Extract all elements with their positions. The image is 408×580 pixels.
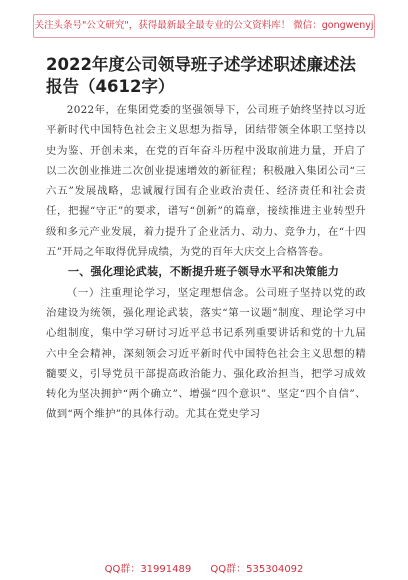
document-title: 2022年度公司领导班子述学述职述廉述法报告（4612字） [46,55,356,96]
intro-paragraph: 2022年，在集团党委的坚强领导下，公司班子始终坚持以习近平新时代中国特色社会主义思想为指导，团结带领全体职工坚持以史为鉴、开创未来，在党的百年奋斗历程中汲取前进力量，开启了以二次创业推进二次创业提速增效的新征程；积极融入集团公司“三六五”发展战略，忠诚履行国有企业政治责任、经济责任和社会责任，把握“守正”的要求，谱写“创新”的篇章，接续推进主业转型升级和多元产业发展，着力提升了企业活力、动力、竞争力，在“十四五”开局之年取得优异成绩，为党的百年大庆交上合格答卷。 [46,104,366,259]
qq-group-2: QQ群：535304092 [210,564,304,575]
promo-banner: 关注头条号"公文研究"，获得最新最全最专业的公文资料库！ 微信：gongwenyj [33,14,375,38]
qq-group-1: QQ群：31991489 [104,564,192,575]
subsection-label: （一）注重理论学习，坚定理想信念。 [66,286,256,299]
subsection-paragraph [46,283,366,425]
section-heading: 一、强化理论武装，不断提升班子领导水平和决策能力 [68,265,340,279]
document-body [46,100,366,425]
footer-contacts [0,560,408,575]
subsection-text: 公司班子坚持以党的政治建设为统领，强化理论武装，落实“第一议题”制度、理论学习中心组制度，集中学习研讨习近平总书记系列重要讲话和党的十九届六中全会精神，深刻领会习近平新时代中国特色社会主义思想的精髓要义，引导党员干部提高政治能力、强化政治担当，把学习成效转化为坚决拥护“两个确立”、增强“四个意识”、坚定“四个自信”、做到“两个维护”的具体行动。尤其在党史学习 [46,286,366,421]
